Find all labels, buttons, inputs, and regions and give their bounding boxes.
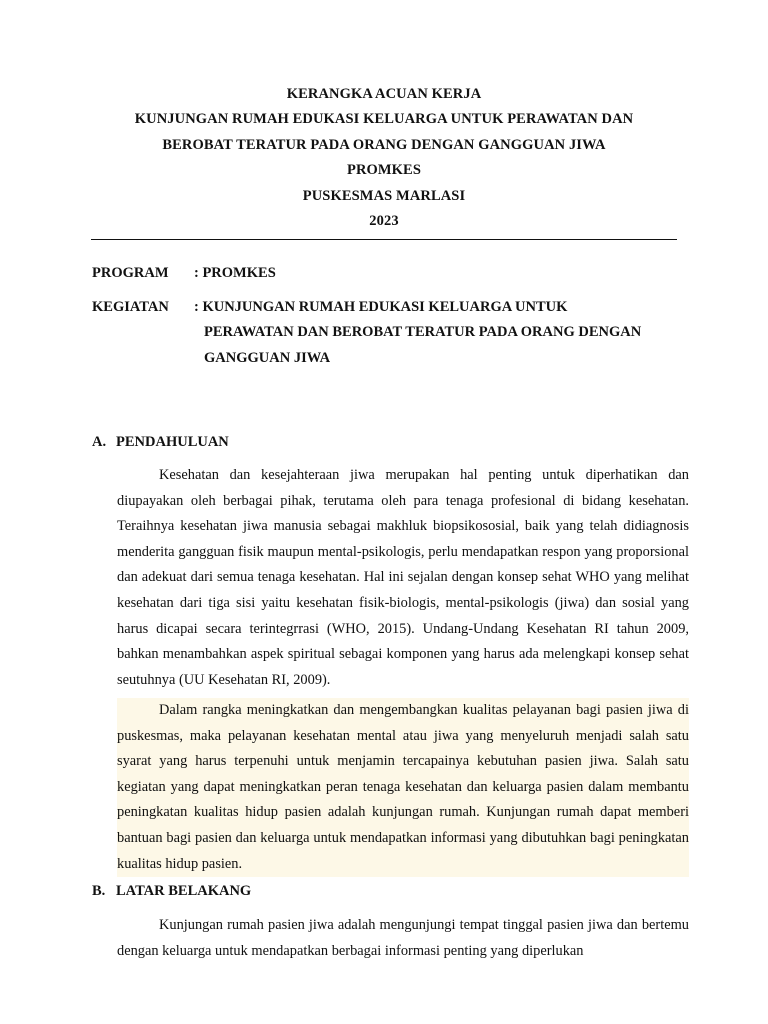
doc-institution: PUSKESMAS MARLASI xyxy=(302,188,466,204)
section-number: B. xyxy=(92,883,106,899)
program-label: PROGRAM xyxy=(92,265,169,281)
program-value: : PROMKES xyxy=(194,265,276,281)
doc-subtitle-line-2: BEROBAT TERATUR PADA ORANG DENGAN GANGGUAN JIWA xyxy=(162,137,606,153)
doc-program-heading: PROMKES xyxy=(346,162,421,178)
kegiatan-value-line-3: GANGGUAN JIWA xyxy=(204,350,331,366)
kegiatan-label: KEGIATAN xyxy=(92,299,169,315)
doc-year: 2023 xyxy=(369,213,399,229)
section-title: PENDAHULUAN xyxy=(116,434,229,450)
kegiatan-value-line-1: : KUNJUNGAN RUMAH EDUKASI KELUARGA UNTUK xyxy=(194,299,568,315)
paragraph-latar-belakang-1: Kunjungan rumah pasien jiwa adalah mengunjungi tempat tinggal pasien jiwa dan bertemu dengan keluarga untuk mendapatkan berbagai informasi penting yang diperlukan xyxy=(117,917,689,959)
title-divider xyxy=(91,239,677,240)
kegiatan-value-line-2: PERAWATAN DAN BEROBAT TERATUR PADA ORANG DENGAN xyxy=(204,324,642,340)
section-heading-a xyxy=(92,434,229,451)
paragraph-pendahuluan-2: Dalam rangka meningkatkan dan mengembangkan kualitas pelayanan bagi pasien jiwa di puskesmas, maka pelayanan kesehatan mental atau jiwa yang menyeluruh menjadi salah satu syarat yang harus terpenuhi untuk menjamin tercapainya kebutuhan pasien jiwa. Salah satu kegiatan yang dapat meningkatkan peran tenaga kesehatan dan keluarga pasien dalam membantu peningkatan kualitas hidup pasien adalah kunjungan rumah. Kunjungan rumah dapat memberi bantuan bagi pasien dan keluarga untuk mendapatkan informasi yang dibutuhkan bagi peningkatan kualitas hidup pasien. xyxy=(117,698,689,877)
doc-subtitle-line-1: KUNJUNGAN RUMAH EDUKASI KELUARGA UNTUK PERAWATAN DAN xyxy=(134,111,634,127)
paragraph-pendahuluan-1: Kesehatan dan kesejahteraan jiwa merupakan hal penting untuk diperhatikan dan diupayakan oleh berbagai pihak, terutama oleh para tenaga profesional di bidang kesehatan. Teraihnya kesehatan jiwa manusia sebagai makhluk biopsikososial, baik yang telah didiagnosis menderita gangguan fisik maupun mental-psikologis, perlu mendapatkan respon yang proporsional dan adekuat dari semua tenaga kesehatan. Hal ini sejalan dengan konsep sehat WHO yang melihat kesehatan dari tiga sisi yaitu kesehatan fisik-biologis, mental-psikologis (jiwa) dan sosial yang harus dicapai secara terintegrrasi (WHO, 2015). Undang-Undang Kesehatan RI tahun 2009, bahkan menambahkan aspek spiritual sebagai komponen yang harus ada melengkapi konsep sehat seutuhnya (UU Kesehatan RI, 2009). xyxy=(117,467,689,688)
section-heading-b xyxy=(92,883,251,900)
doc-title: KERANGKA ACUAN KERJA xyxy=(286,86,482,102)
section-number: A. xyxy=(92,434,107,450)
section-title: LATAR BELAKANG xyxy=(116,883,252,899)
